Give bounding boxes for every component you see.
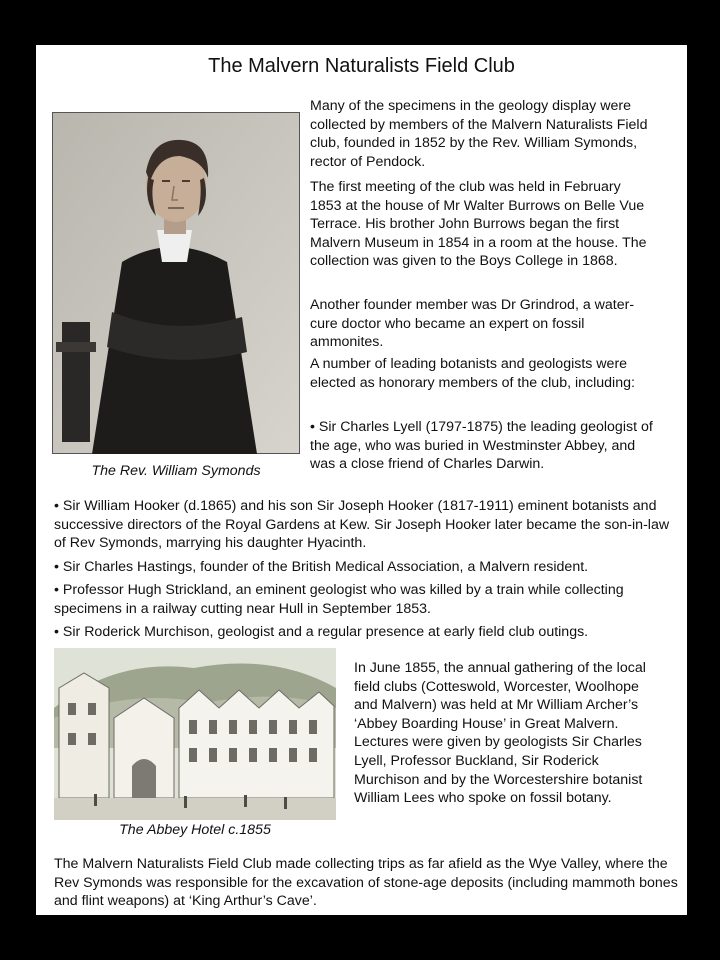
portrait-photo <box>52 112 300 454</box>
bullet-hooker: • Sir William Hooker (d.1865) and his son Sir Joseph Hooker (1817-1911) eminent botanists and successive directors of the Royal Gardens at Kew. Sir Joseph Hooker later became the son-in-law of Rev Symonds, marrying his daughter Hyacinth. <box>54 498 670 552</box>
paragraph-honorary: A number of leading botanists and geologists were elected as honorary members of the club, including: <box>310 356 635 391</box>
paragraph-june-1855: In June 1855, the annual gathering of the local field clubs (Cotteswold, Worcester, Woolhope and Malvern) was held at Mr William Archer’s ‘Abbey Boarding House’ in Great Malvern. Lectures were given by geologists Sir Charles Lyell, Professor Buckland, Sir Roderick Murchison and by the Worcestershire botanist William Lees who spoke on fossil botany. <box>354 660 646 807</box>
abbey-hotel-illustration <box>54 648 336 820</box>
document-panel <box>36 45 687 915</box>
paragraph-first-meeting: The first meeting of the club was held in February 1853 at the house of Mr Walter Burrows on Belle Vue Terrace. His brother John Burrows began the first Malvern Museum in 1854 in a room at the house. The collection was given to the Boys College in 1868. <box>310 179 647 270</box>
bullet-strickland: • Professor Hugh Strickland, an eminent geologist who was killed by a train while collecting specimens in a railway cutting near Hull in September 1853. <box>54 582 624 617</box>
paragraph-collecting-trips: The Malvern Naturalists Field Club made collecting trips as far afield as the Wye Valley, where the Rev Symonds was responsible for the excavation of stone-age deposits (including mammoth bones and flint weapons) at ‘King Arthur’s Cave’. <box>54 856 678 910</box>
bullet-murchison: • Sir Roderick Murchison, geologist and a regular presence at early field club outings. <box>54 624 589 640</box>
etching-caption: The Abbey Hotel c.1855 <box>119 822 271 838</box>
bullet-hastings: • Sir Charles Hastings, founder of the British Medical Association, a Malvern resident. <box>54 559 589 575</box>
paragraph-intro: Many of the specimens in the geology display were collected by members of the Malvern Naturalists Field club, founded in 1852 by the Rev. William Symonds, rector of Pendock. <box>310 98 648 170</box>
bullet-lyell: • Sir Charles Lyell (1797-1875) the leading geologist of the age, who was buried in Westminster Abbey, and was a close friend of Charles Darwin. <box>310 419 653 473</box>
portrait-illustration <box>52 112 300 454</box>
abbey-hotel-etching <box>54 648 336 820</box>
paragraph-grindrod: Another founder member was Dr Grindrod, a water-cure doctor who became an expert on fossil ammonites. <box>310 297 635 351</box>
page-title: The Malvern Naturalists Field Club <box>208 55 515 77</box>
portrait-caption: The Rev. William Symonds <box>91 463 261 479</box>
